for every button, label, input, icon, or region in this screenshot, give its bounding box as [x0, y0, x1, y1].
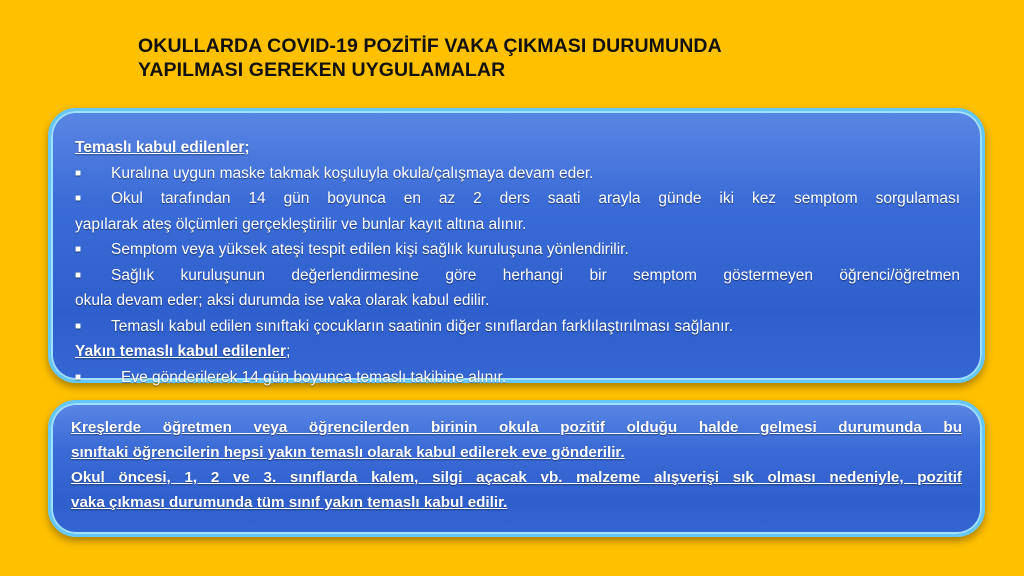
nursery-panel: [48, 400, 985, 537]
slide-title: [138, 34, 898, 82]
list-item: [75, 365, 960, 391]
nursery-text-line-2: sınıftaki öğrencilerin hepsi yakın temaslı olarak kabul edilerek eve gönderilir.: [71, 444, 625, 461]
list-item-text: Temaslı kabul edilen sınıftaki çocukların saatinin diğer sınıflardan farklılaştırılması sağlanır.: [111, 317, 734, 335]
nursery-text-line-1: Kreşlerde öğretmen veya öğrencilerden birinin okula pozitif olduğu halde gelmesi durumunda bu: [71, 419, 962, 436]
contacts-heading: Temaslı kabul edilenler;: [75, 139, 250, 156]
bullet-icon: ■: [75, 167, 82, 179]
list-item-text: Sağlık kuruluşunun değerlendirmesine göre herhangi bir semptom göstermeyen öğrenci/öğretmen: [111, 266, 960, 284]
slide-title-line-1: OKULLARDA COVID-19 POZİTİF VAKA ÇIKMASI DURUMUNDA: [138, 35, 722, 57]
close-contacts-heading: Yakın temaslı kabul edilenler: [75, 343, 287, 360]
close-contacts-heading-row: [75, 339, 960, 365]
slide-title-line-2: YAPILMASI GEREKEN UYGULAMALAR: [138, 59, 506, 81]
list-item-text: Semptom veya yüksek ateşi tespit edilen kişi sağlık kuruluşuna yönlendirilir.: [111, 241, 629, 258]
list-item: [75, 263, 960, 289]
nursery-text-line-4: vaka çıkması durumunda tüm sınıf yakın temaslı kabul edilir.: [71, 494, 508, 511]
list-item-continuation: yapılarak ateş ölçümleri gerçekleştirilir ve bunlar kayıt altına alınır.: [75, 215, 527, 233]
list-item: [75, 161, 960, 187]
list-item: [75, 237, 960, 263]
list-item-continuation: okula devam eder; aksi durumda ise vaka olarak kabul edilir.: [75, 292, 490, 309]
heading-suffix: ;: [286, 343, 291, 360]
list-item-text: Okul tarafından 14 gün boyunca en az 2 ders saati arayla günde iki kez semptom sorgulaması: [111, 190, 960, 207]
nursery-text-line-3: Okul öncesi, 1, 2 ve 3. sınıflarda kalem, silgi açacak vb. malzeme alışverişi sık olması nedeniyle, pozitif: [71, 469, 962, 486]
bullet-icon: ■: [75, 320, 82, 332]
bullet-icon: ■: [75, 244, 82, 255]
list-item-text: Kuralına uygun maske takmak koşuluyla okula/çalışmaya devam eder.: [111, 164, 594, 182]
list-item-text: Eve gönderilerek 14 gün boyunca temaslı takibine alınır.: [121, 368, 507, 386]
bullet-icon: ■: [75, 193, 82, 204]
list-item: [75, 186, 960, 212]
contacts-panel: [48, 108, 985, 386]
list-item: [75, 314, 960, 340]
bullet-icon: ■: [75, 371, 82, 383]
bullet-icon: ■: [75, 269, 82, 281]
